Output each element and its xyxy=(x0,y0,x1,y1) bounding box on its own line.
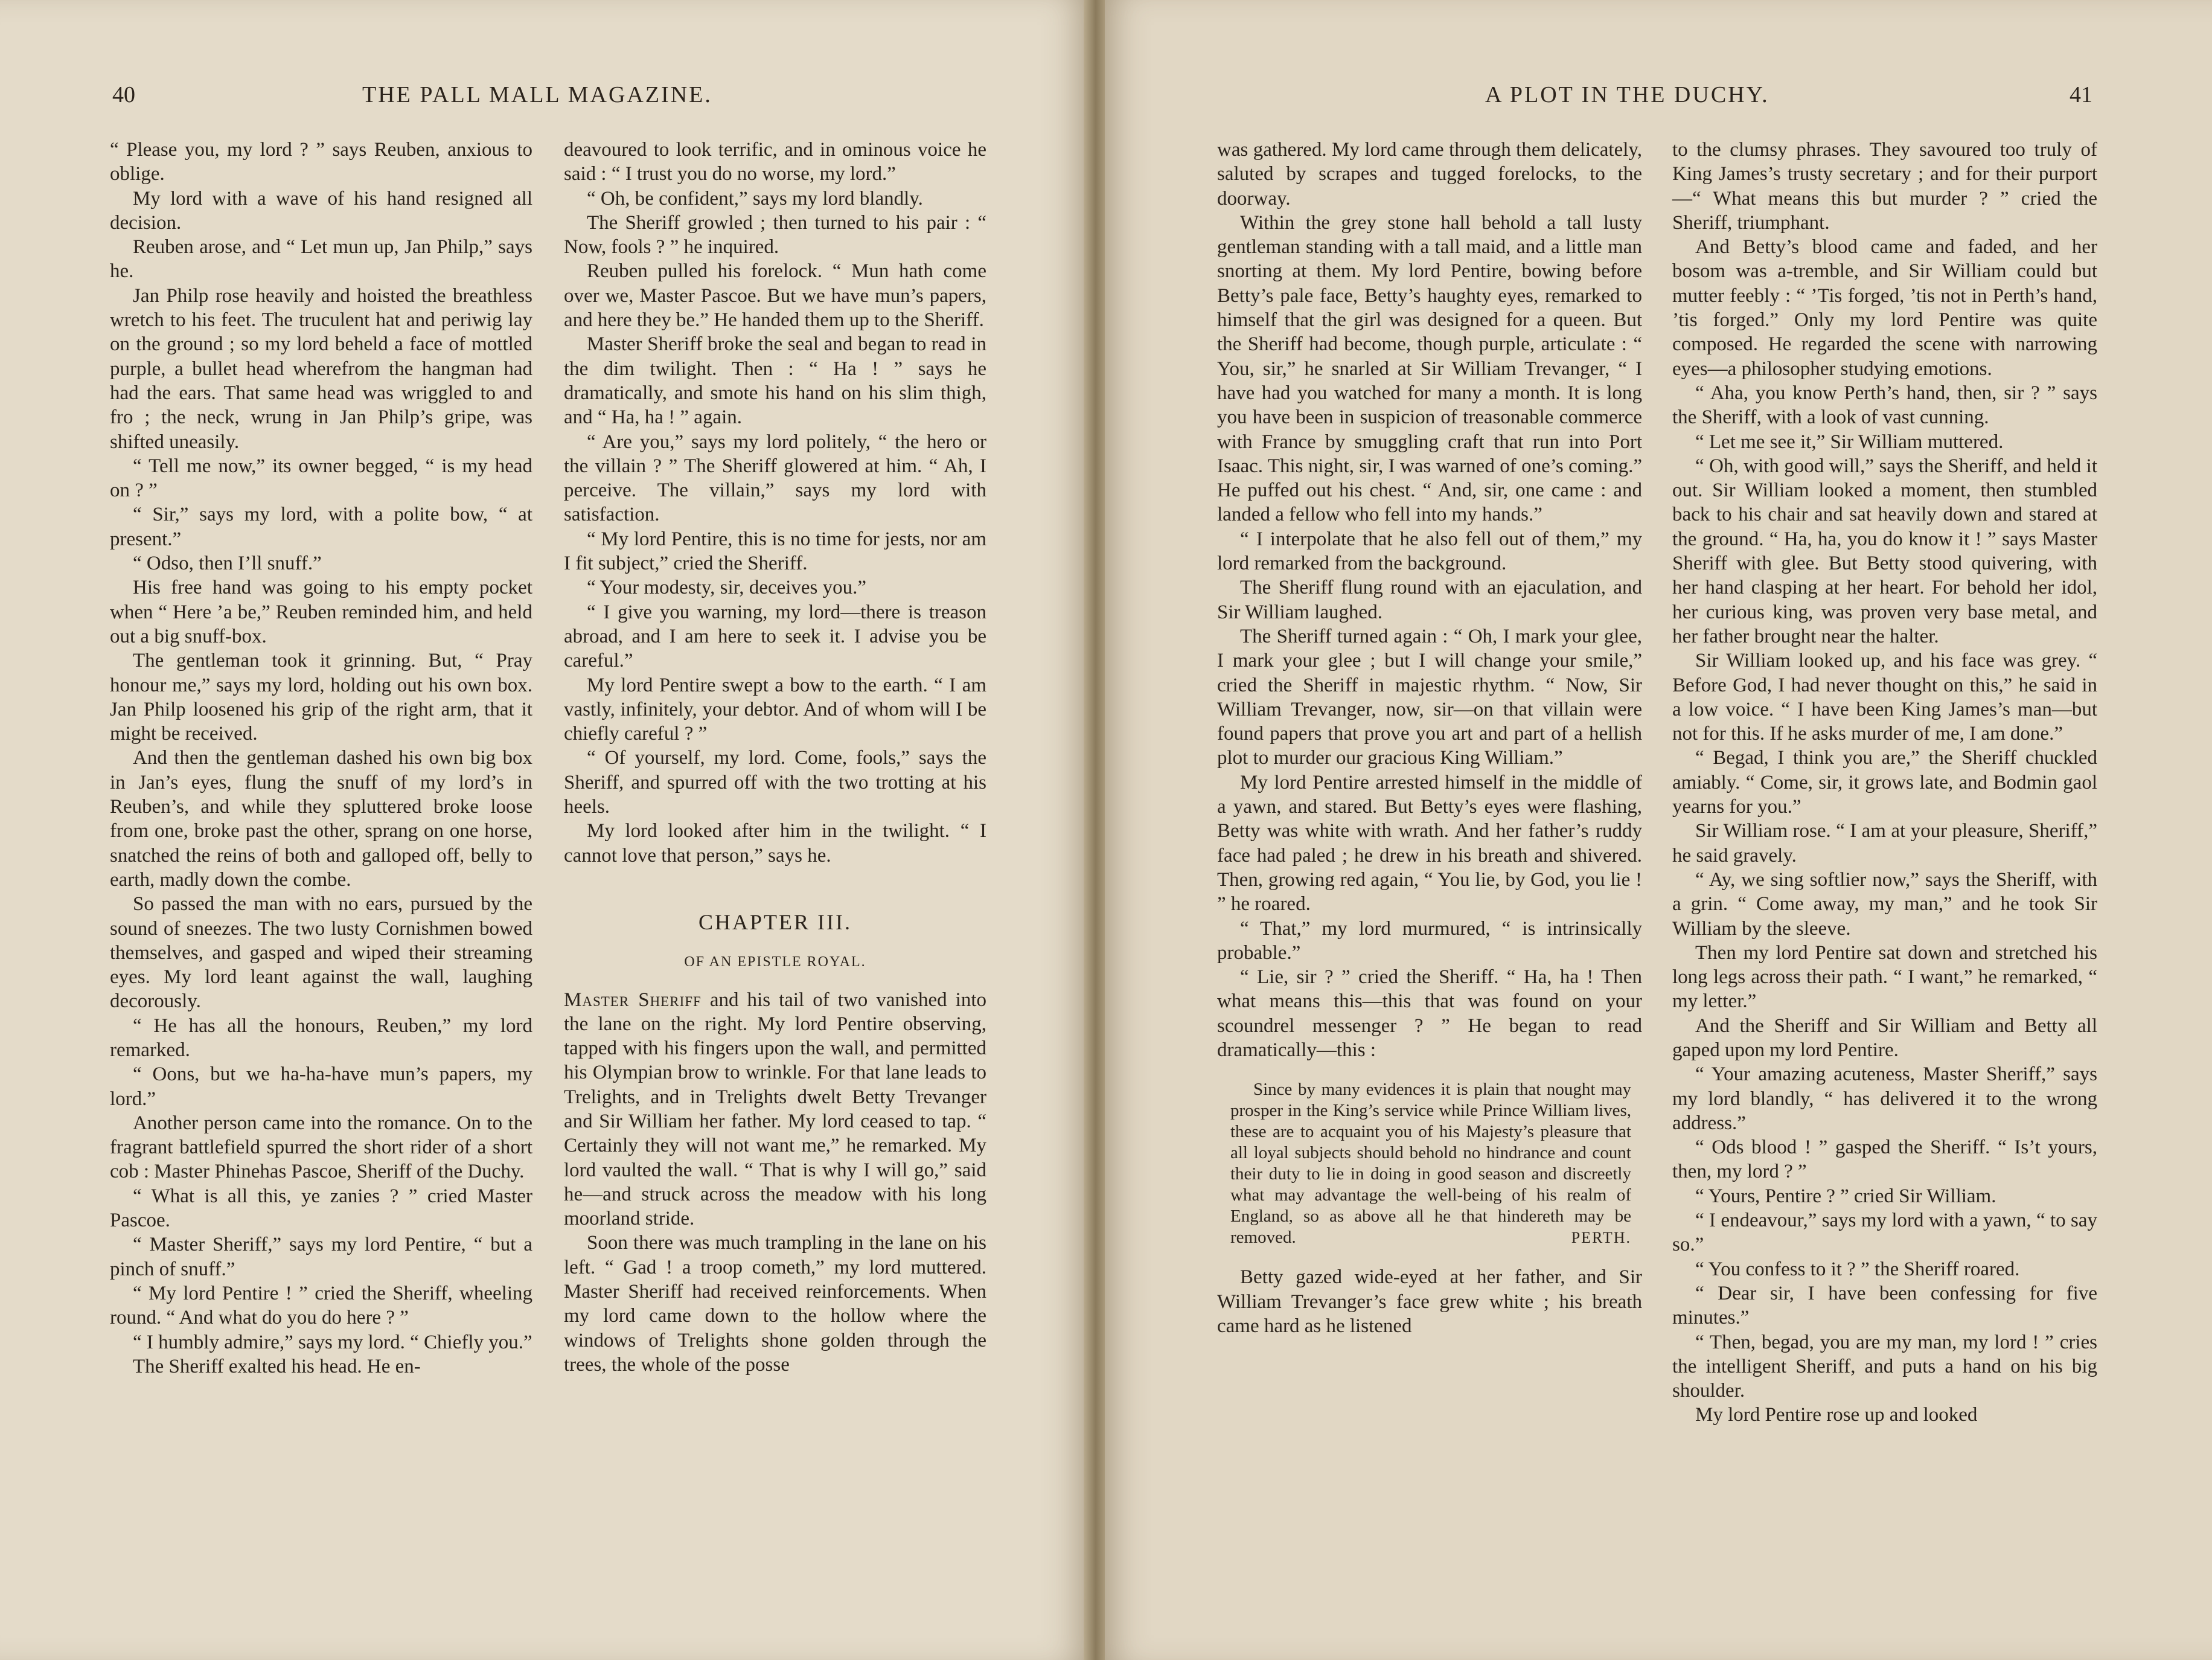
paragraph: Within the grey stone hall behold a tall lusty gentleman standing with a tall maid, and a little man snorting at them. My lord Pentire, bowing before Betty’s pale face, Betty’s haughty eyes, remarked to himself that the girl was designed for a queen. But the Sheriff had become, though purple, articulate : “ You, sir,” he snarled at Sir William Trevanger, “ I have had you watched for many a month. It is long you have been in suspicion of treasonable commerce with France by smuggling craft that run into Port Isaac. This night, sir, I was warned of one’s coming.” He puffed out his chest. “ And, sir, one came : and landed a fellow who fell into my hands.” xyxy=(1217,211,1642,526)
running-head-left: THE PALL MALL MAGAZINE. xyxy=(362,82,712,107)
book-gutter xyxy=(1084,0,1108,1660)
paragraph: “ I endeavour,” says my lord with a yawn, “ to say so.” xyxy=(1672,1210,2097,1256)
paragraph: Betty gazed wide-eyed at her father, and Sir William Trevanger’s face grew white ; his breath came hard as he listened xyxy=(1217,1266,1642,1337)
paragraph: “ Of yourself, my lord. Come, fools,” says the Sheriff, and spurred off with the two trotting at his heels. xyxy=(564,747,986,818)
royal-letter xyxy=(1230,1079,1631,1248)
paragraph: “ Tell me now,” its owner begged, “ is my head on ? ” xyxy=(110,455,532,502)
paragraph: to the clumsy phrases. They savoured too truly of King James’s trusty secretary ; and for their purport—“ What means this but murder ? ” cried the Sheriff, triumphant. xyxy=(1672,139,2097,234)
left-page xyxy=(0,0,1087,1660)
paragraph: “ Oh, with good will,” says the Sheriff, and held it out. Sir William looked a moment, then stumbled back to his chair and sat heavily down and stared at the ground. “ Ha, ha, you do know it ! ” says Master Sheriff with glee. But Betty stood quivering, with her hand clasping at her heart. For behold her idol, her curious king, was proven very base metal, and her father brought near the halter. xyxy=(1672,455,2097,647)
paragraph: was gathered. My lord came through them delicately, saluted by scrapes and tugged forelocks, to the doorway. xyxy=(1217,139,1642,210)
paragraph: “ Then, begad, you are my man, my lord ! ” cries the intelligent Sheriff, and puts a hand on his big shoulder. xyxy=(1672,1331,2097,1402)
paragraph: Another person came into the romance. On to the fragrant battlefield spurred the short rider of a short cob : Master Phinehas Pascoe, Sheriff of the Duchy. xyxy=(110,1112,532,1183)
paragraph: And then the gentleman dashed his own big box in Jan’s eyes, flung the snuff of my lord’s in Reuben’s, and while they spluttered broke loose from one, broke past the other, sprang on one horse, snatched the reins of both and galloped off, belly to earth, madly down the combe. xyxy=(110,747,532,891)
paragraph: The Sheriff growled ; then turned to his pair : “ Now, fools ? ” he inquired. xyxy=(564,211,986,258)
paragraph: “ I humbly admire,” says my lord. “ Chiefly you.” xyxy=(133,1331,532,1353)
paragraph: Reuben arose, and “ Let mun up, Jan Philp,” says he. xyxy=(110,236,532,283)
paragraph: And the Sheriff and Sir William and Betty all gaped upon my lord Pentire. xyxy=(1672,1014,2097,1061)
paragraph: My lord Pentire swept a bow to the earth. “ I am vastly, infinitely, your debtor. And of whom will I be chiefly careful ? ” xyxy=(564,674,986,745)
right-column-1 xyxy=(1217,138,1642,1338)
paragraph: The Sheriff turned again : “ Oh, I mark your glee, I mark your glee ; but I will change your smile,” cried the Sheriff in majestic rhythm. “ Now, Sir William Trevanger, now, sir—on that villain were found papers that prove you art and part of a hellish plot to murder our gracious King William.” xyxy=(1217,625,1642,769)
paragraph: “ Odso, then I’ll snuff.” xyxy=(133,553,322,575)
paragraph: “ I interpolate that he also fell out of them,” my lord remarked from the background. xyxy=(1217,528,1642,575)
paragraph: “ My lord Pentire, this is no time for jests, nor am I fit subject,” cried the Sheriff. xyxy=(564,528,986,575)
chapter-opening-paragraph xyxy=(564,988,986,1231)
paragraph: “ Yours, Pentire ? ” cried Sir William. xyxy=(1695,1185,1996,1207)
paragraph: “ Begad, I think you are,” the Sheriff chuckled amiably. “ Come, sir, it grows late, and Bodmin gaol yearns for you.” xyxy=(1672,747,2097,818)
paragraph: His free hand was going to his empty pocket when “ Here ’a be,” Reuben reminded him, and held out a big snuff-box. xyxy=(110,577,532,647)
paragraph: My lord with a wave of his hand resigned all decision. xyxy=(110,187,532,234)
letter-signature: PERTH. xyxy=(1571,1229,1631,1247)
paragraph: “ Aha, you know Perth’s hand, then, sir ? ” says the Sheriff, with a look of vast cunning. xyxy=(1672,382,2097,429)
right-page xyxy=(1105,0,2212,1660)
paragraph: “ Please you, my lord ? ” says Reuben, anxious to oblige. xyxy=(110,139,532,185)
small-caps-lead: Master Sheriff xyxy=(564,989,702,1011)
paragraph: “ Lie, sir ? ” cried the Sheriff. “ Ha, ha ! Then what means this—this that was found on your scoundrel messenger ? ” He began to read dramatically—this : xyxy=(1217,966,1642,1061)
paragraph: “ My lord Pentire ! ” cried the Sheriff, wheeling round. “ And what do you do here ? ” xyxy=(110,1282,532,1329)
paragraph: “ You confess to it ? ” the Sheriff roared. xyxy=(1695,1258,2020,1280)
paragraph: “ Oons, but we ha-ha-have mun’s papers, my lord.” xyxy=(110,1063,532,1110)
right-column-2 xyxy=(1672,138,2097,1428)
paragraph: “ I give you warning, my lord—there is treason abroad, and I am here to seek it. I advise you be careful.” xyxy=(564,601,986,672)
paragraph: Master Sheriff broke the seal and began to read in the dim twilight. Then : “ Ha ! ” says he dramatically, and smote his hand on his slim thigh, and “ Ha, ha ! ” again. xyxy=(564,333,986,429)
paragraph: “ Ay, we sing softlier now,” says the Sheriff, with a grin. “ Come away, my man,” and he took Sir William by the sleeve. xyxy=(1672,868,2097,940)
paragraph: The Sheriff exalted his head. He en- xyxy=(133,1355,421,1377)
running-head-right: A PLOT IN THE DUCHY. xyxy=(1485,82,1769,107)
paragraph: deavoured to look terrific, and in ominous voice he said : “ I trust you do no worse, my lord.” xyxy=(564,139,986,185)
paragraph: And Betty’s blood came and faded, and her bosom was a-tremble, and Sir William could but mutter feebly : “ ’Tis forged, ’tis not in Perth’s hand, ’tis forged.” Only my lord Pentire was quite composed. He regarded the scene with narrowing eyes—a philosopher studying emotions. xyxy=(1672,236,2097,380)
paragraph: “ Dear sir, I have been confessing for five minutes.” xyxy=(1672,1282,2097,1329)
page-number-left: 40 xyxy=(112,82,135,107)
paragraph: “ Master Sheriff,” says my lord Pentire, “ but a pinch of snuff.” xyxy=(110,1234,532,1280)
paragraph: Soon there was much trampling in the lane on his left. “ Gad ! a troop cometh,” my lord muttered. Master Sheriff had received reinforcements. When my lord came down to the hollow where the windows of Trelights shone golden through the trees, the whole of the posse xyxy=(564,1232,986,1376)
paragraph: My lord Pentire arrested himself in the middle of a yawn, and stared. But Betty’s eyes were flashing, Betty was white with wrath. And her father’s ruddy face had paled ; he drew in his breath and shivered. Then, growing red again, “ You lie, by God, you lie ! ” he roared. xyxy=(1217,771,1642,915)
left-column-2 xyxy=(564,138,986,1377)
chapter-subtitle: OF AN EPISTLE ROYAL. xyxy=(684,954,866,970)
paragraph: The gentleman took it grinning. But, “ Pray honour me,” says my lord, holding out his own box. Jan Philp loosened his grip of the right arm, that it might be received. xyxy=(110,650,532,745)
paragraph: Reuben pulled his forelock. “ Mun hath come over we, Master Pascoe. But we have mun’s papers, and here they be.” He handed them up to the Sheriff. xyxy=(564,260,986,332)
paragraph: “ Let me see it,” Sir William muttered. xyxy=(1695,431,2004,453)
paragraph: Sir William looked up, and his face was grey. “ Before God, I had never thought on this,” he said in a low voice. “ I have been King James’s man—but not for this. If he asks murder of me, I am done.” xyxy=(1672,650,2097,745)
paragraph: “ Your amazing acuteness, Master Sheriff,” says my lord blandly, “ has delivered it to the wrong address.” xyxy=(1672,1063,2097,1134)
paragraph: “ That,” my lord murmured, “ is intrinsically probable.” xyxy=(1217,917,1642,964)
paragraph: “ Are you,” says my lord politely, “ the hero or the villain ? ” The Sheriff glowered at him. “ Ah, I perceive. The villain,” says my lord with satisfaction. xyxy=(564,431,986,526)
page-number-right: 41 xyxy=(2070,82,2092,107)
paragraph: “ What is all this, ye zanies ? ” cried Master Pascoe. xyxy=(110,1185,532,1232)
paragraph: “ Sir,” says my lord, with a polite bow, “ at present.” xyxy=(110,504,532,550)
paragraph: Sir William rose. “ I am at your pleasure, Sheriff,” he said gravely. xyxy=(1672,820,2097,867)
paragraph: “ Oh, be confident,” says my lord blandly. xyxy=(587,187,923,210)
chapter-title: CHAPTER III. xyxy=(698,909,852,934)
left-column-1 xyxy=(110,138,532,1379)
paragraph: Jan Philp rose heavily and hoisted the breathless wretch to his feet. The truculent hat and periwig lay on the ground ; so my lord beheld a face of mottled purple, a bullet head wherefrom the hangman had had the ears. That same head was wriggled to and fro ; the neck, wrung in Jan Philp’s gripe, was shifted uneasily. xyxy=(110,284,532,453)
paragraph: “ Ods blood ! ” gasped the Sheriff. “ Is’t yours, then, my lord ? ” xyxy=(1672,1136,2097,1183)
paragraph: My lord looked after him in the twilight. “ I cannot love that person,” says he. xyxy=(564,820,986,867)
paragraph: “ He has all the honours, Reuben,” my lord remarked. xyxy=(110,1014,532,1061)
letter-body: Since by many evidences it is plain that nought may prosper in the King’s service while Prince William lives, these are to acquaint you of his Majesty’s pleasure that all loyal subjects should behold no hindrance and count their duty to lie in doing in good season and discreetly what may advantage the well-being of his realm of England, so as above all he that hindereth may be removed. xyxy=(1230,1080,1631,1248)
paragraph: The Sheriff flung round with an ejaculation, and Sir William laughed. xyxy=(1217,577,1642,623)
paragraph: “ Your modesty, sir, deceives you.” xyxy=(587,577,867,599)
paragraph: My lord Pentire rose up and looked xyxy=(1695,1404,1978,1426)
paragraph: So passed the man with no ears, pursued by the sound of sneezes. The two lusty Cornishmen bowed themselves, and gasped and wiped their streaming eyes. My lord leant against the wall, laughing decorously. xyxy=(110,893,532,1013)
paragraph: Then my lord Pentire sat down and stretched his long legs across their path. “ I want,” he remarked, “ my letter.” xyxy=(1672,941,2097,1013)
paragraph-text: and his tail of two vanished into the lane on the right. My lord Pentire observing, tapped with his fingers upon the wall, and permitted his Olympian brow to wrinkle. For that lane leads to Trelights, and in Trelights dwelt Betty Trevanger and Sir William her father. My lord ceased to tap. “ Certainly they will not want me,” he remarked. My lord vaulted the wall. “ That is why I will go,” said he—and struck across the meadow with his long moorland stride. xyxy=(564,989,986,1230)
